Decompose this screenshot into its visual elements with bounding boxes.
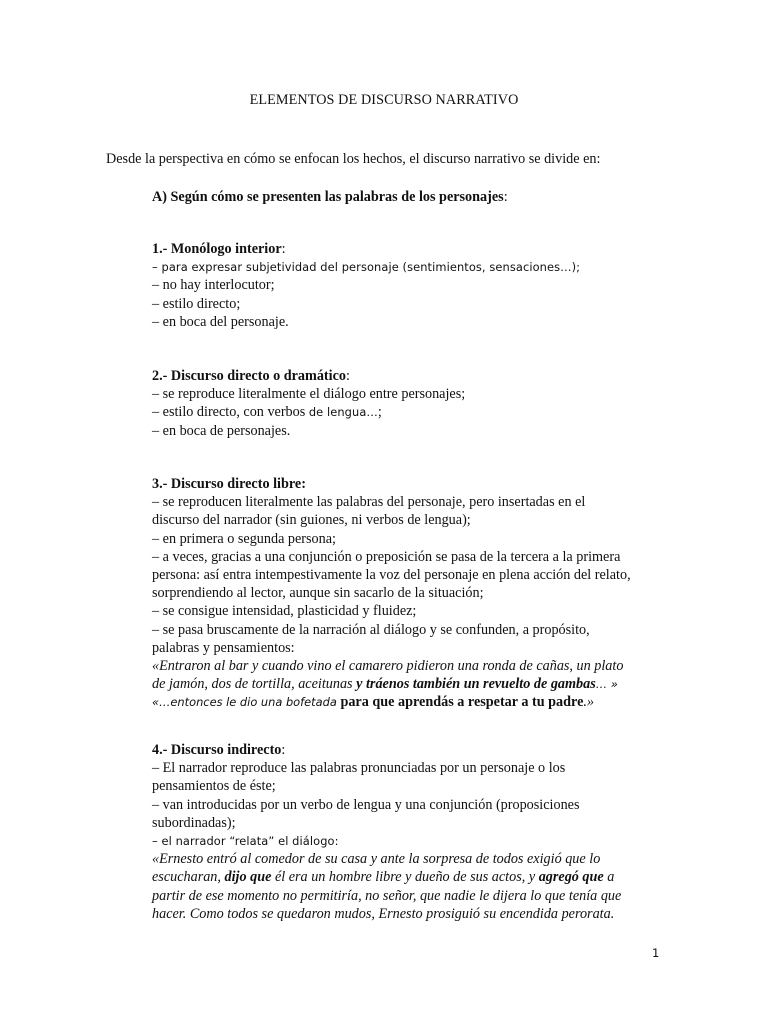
list-item: – se reproduce literalmente el diálogo entre personajes; xyxy=(152,386,466,403)
subheading-suffix: : xyxy=(503,189,508,205)
example-line: partir de ese momento no permitiría, no señor, que nadie le dijera lo que tenía que xyxy=(152,887,622,904)
list-item-sans-part: de lengua… xyxy=(308,405,378,420)
list-item: – en boca de personajes. xyxy=(152,422,291,439)
subheading-text: A) Según cómo se presenten las palabras de los personajes xyxy=(152,189,504,205)
example-line: «Ernesto entró al comedor de su casa y ante la sorpresa de todos exigió que lo xyxy=(152,851,601,868)
page-title: ELEMENTOS DE DISCURSO NARRATIVO xyxy=(249,92,519,108)
list-item: – El narrador reproduce las palabras pronunciadas por un personaje o los xyxy=(152,760,566,777)
list-item: persona: así entra intempestivamente la voz del personaje en plena acción del relato, xyxy=(152,567,631,584)
list-item: – se reproducen literalmente las palabras del personaje, pero insertadas en el xyxy=(152,494,586,511)
list-item: sorprendiendo al lector, aunque sin sacarlo de la situación; xyxy=(152,585,484,602)
section-heading: 3.- Discurso directo libre: xyxy=(152,476,306,492)
section-heading: 2.- Discurso directo o dramático: xyxy=(152,368,350,384)
section-monologo-interior xyxy=(152,240,672,331)
section-discurso-directo xyxy=(152,367,672,440)
subheading xyxy=(152,189,508,206)
example-line: escucharan, dijo que él era un hombre libre y dueño de sus actos, y agregó que a xyxy=(152,869,615,886)
list-item: – en primera o segunda persona; xyxy=(152,530,336,547)
list-item: – se pasa bruscamente de la narración al diálogo y se confunden, a propósito, xyxy=(152,621,590,638)
section-discurso-directo-libre xyxy=(152,475,672,712)
list-item: – a veces, gracias a una conjunción o preposición se pasa de la tercera a la primera xyxy=(152,548,621,565)
list-item: pensamientos de éste; xyxy=(152,778,276,795)
list-item: – estilo directo, con verbos de lengua…; xyxy=(152,404,382,421)
list-item: – no hay interlocutor; xyxy=(152,277,275,294)
list-item: palabras y pensamientos: xyxy=(152,639,295,656)
section-heading: 1.- Monólogo interior: xyxy=(152,241,286,257)
example-line: «…entonces le dio una bofetada para que aprendás a respetar a tu padre.» xyxy=(152,694,595,711)
example-line: de jamón, dos de tortilla, aceitunas y tráenos también un revuelto de gambas… » xyxy=(152,676,618,693)
section-heading: 4.- Discurso indirecto: xyxy=(152,742,286,758)
list-item: – el narrador “relata” el diálogo: xyxy=(152,834,339,849)
list-item: – en boca del personaje. xyxy=(152,313,289,330)
list-item: – se consigue intensidad, plasticidad y fluidez; xyxy=(152,603,417,620)
list-item: – estilo directo; xyxy=(152,295,241,312)
example-line: hacer. Como todos se quedaron mudos, Ernesto prosiguió su encendida perorata. xyxy=(152,905,615,922)
page-number: 1 xyxy=(652,946,660,960)
list-item: – van introducidas por un verbo de lengua y una conjunción (proposiciones xyxy=(152,796,580,813)
list-item: subordinadas); xyxy=(152,814,236,831)
example-line: «Entraron al bar y cuando vino el camarero pidieron una ronda de cañas, un plato xyxy=(152,658,624,675)
list-item: – para expresar subjetividad del personaje (sentimientos, sensaciones…); xyxy=(152,260,581,275)
intro-paragraph: Desde la perspectiva en cómo se enfocan los hechos, el discurso narrativo se divide en: xyxy=(106,151,601,167)
list-item: discurso del narrador (sin guiones, ni verbos de lengua); xyxy=(152,512,471,529)
section-discurso-indirecto xyxy=(152,741,672,923)
